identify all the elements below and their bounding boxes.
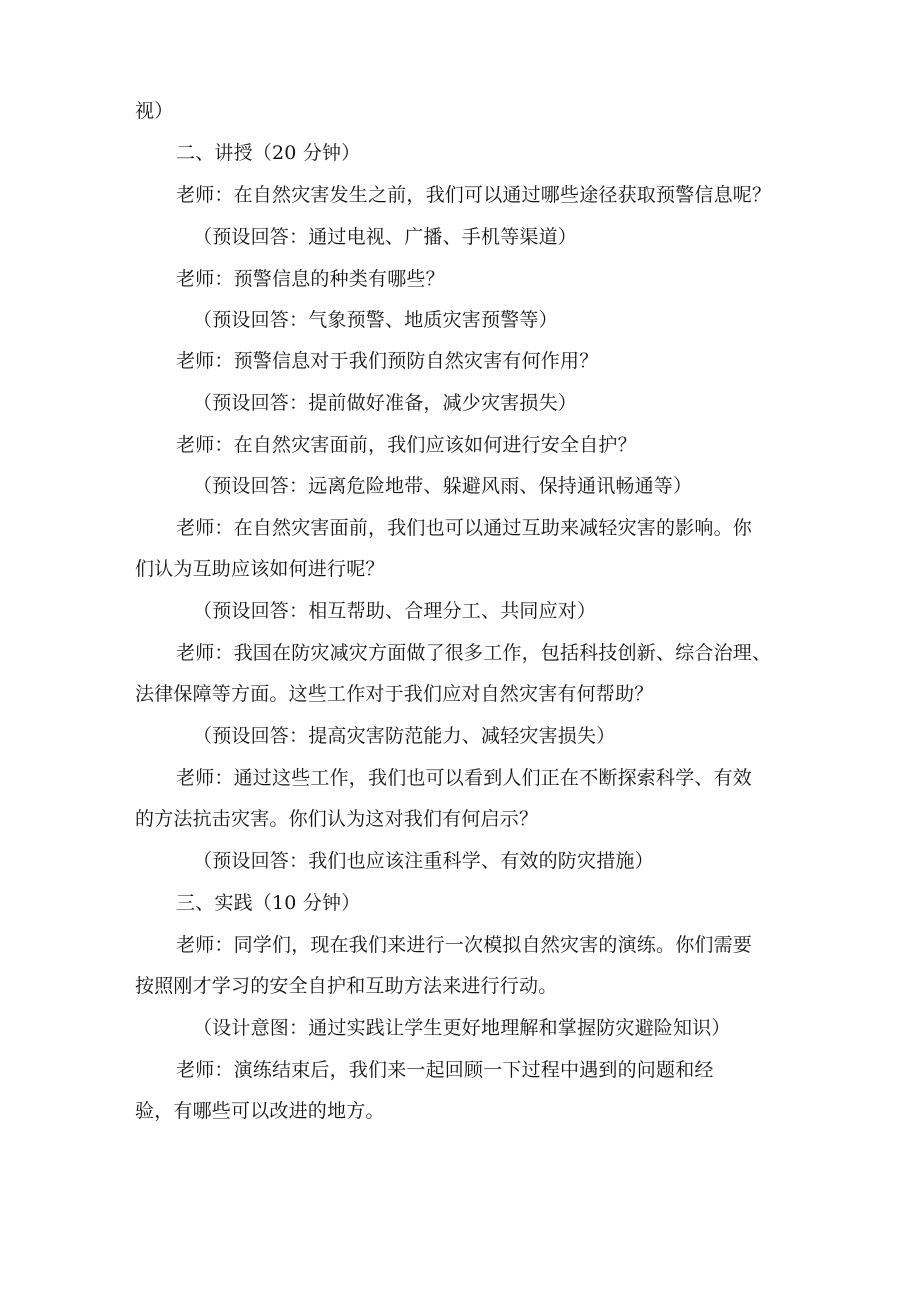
- preset-answer: （预设回答：提前做好准备，减少灾害损失）: [193, 392, 578, 414]
- teacher-question-continuation: 们认为互助应该如何进行呢？: [135, 558, 385, 580]
- teacher-instruction: 老师：同学们，现在我们来进行一次模拟自然灾害的演练。你们需要: [176, 934, 753, 956]
- teacher-question-continuation: 的方法抗击灾害。你们认为这对我们有何启示？: [135, 808, 539, 830]
- teacher-instruction-continuation: 按照刚才学习的安全自护和互助方法来进行行动。: [135, 975, 558, 997]
- teacher-question: 老师：通过这些工作，我们也可以看到人们正在不断探索科学、有效: [176, 767, 753, 789]
- preset-answer: （预设回答：我们也应该注重科学、有效的防灾措施）: [193, 850, 654, 872]
- teacher-question: 老师：预警信息对于我们预防自然灾害有何作用？: [176, 350, 599, 372]
- teacher-question: 老师：在自然灾害面前，我们应该如何进行安全自护？: [176, 434, 637, 456]
- teacher-question: 老师：我国在防灾减灾方面做了很多工作，包括科技创新、综合治理、: [176, 642, 772, 664]
- teacher-instruction-continuation: 验，有哪些可以改进的地方。: [135, 1100, 385, 1122]
- preset-answer: （预设回答：远离危险地带、躲避风雨、保持通讯畅通等）: [193, 475, 693, 497]
- preset-answer: （预设回答：通过电视、广播、手机等渠道）: [193, 226, 578, 248]
- preset-answer: （预设回答：气象预警、地质灾害预警等）: [193, 309, 558, 331]
- teacher-question-continuation: 法律保障等方面。这些工作对于我们应对自然灾害有何帮助？: [135, 683, 654, 705]
- preset-answer: （预设回答：提高灾害防范能力、减轻灾害损失）: [193, 725, 616, 747]
- teacher-question: 老师：在自然灾害面前，我们也可以通过互助来减轻灾害的影响。你: [176, 517, 753, 539]
- teacher-instruction: 老师：演练结束后，我们来一起回顾一下过程中遇到的问题和经: [176, 1059, 714, 1081]
- text-line-continuation: 视）: [135, 100, 174, 122]
- design-intent: （设计意图：通过实践让学生更好地理解和掌握防灾避险知识）: [193, 1017, 731, 1039]
- teacher-question: 老师：在自然灾害发生之前，我们可以通过哪些途径获取预警信息呢？: [176, 184, 772, 206]
- section-heading-lecture: 二、讲授（20 分钟）: [176, 142, 361, 164]
- preset-answer: （预设回答：相互帮助、合理分工、共同应对）: [193, 600, 597, 622]
- section-heading-practice: 三、实践（10 分钟）: [176, 892, 361, 914]
- teacher-question: 老师：预警信息的种类有哪些？: [176, 268, 445, 290]
